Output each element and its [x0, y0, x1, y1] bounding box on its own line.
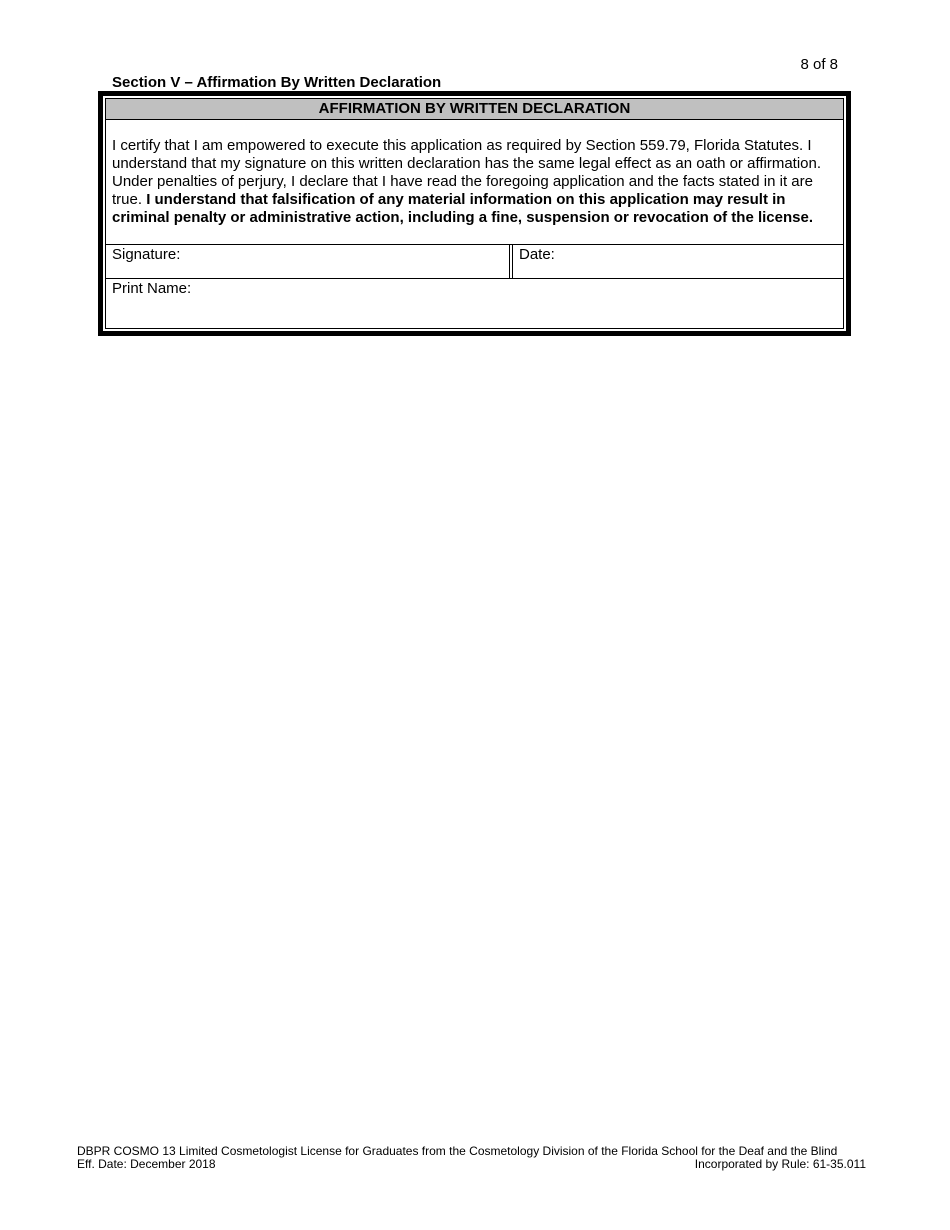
date-label: Date:	[519, 246, 555, 263]
affirmation-title: AFFIRMATION BY WRITTEN DECLARATION	[106, 99, 843, 120]
print-name-row	[106, 279, 843, 313]
declaration-text	[106, 120, 843, 245]
page-number: 8 of 8	[800, 56, 838, 73]
footer-eff-date: Eff. Date: December 2018	[77, 1157, 216, 1171]
signature-row	[106, 245, 843, 279]
footer-rule: Incorporated by Rule: 61-35.011	[694, 1157, 866, 1171]
signature-label: Signature:	[112, 246, 181, 263]
affirmation-form	[98, 91, 851, 336]
print-name-field[interactable]	[106, 279, 843, 313]
print-name-label: Print Name:	[112, 280, 192, 297]
footer-form-title: DBPR COSMO 13 Limited Cosmetologist License for Graduates from the Cosmetology Division of the Florida School for the Deaf and the Blind	[77, 1144, 838, 1158]
section-heading: Section V – Affirmation By Written Declaration	[112, 74, 442, 91]
date-field[interactable]	[512, 245, 843, 278]
footer-bottom-line	[77, 1158, 866, 1171]
declaration-regular-text: I certify that I am empowered to execute this application as required by Section 559.79, Florida Statutes. I understand that my signature on this written declaration has the same legal effect as an oath or affirmation. Under penalties of perjury, I declare that I have read the foregoing application and the facts stated in it are true.	[112, 137, 822, 208]
signature-field[interactable]	[106, 245, 510, 278]
affirmation-form-inner	[105, 98, 844, 329]
declaration-bold-text: I understand that falsification of any material information on this application may result in criminal penalty or administrative action, including a fine, suspension or revocation of the license.	[112, 191, 813, 226]
